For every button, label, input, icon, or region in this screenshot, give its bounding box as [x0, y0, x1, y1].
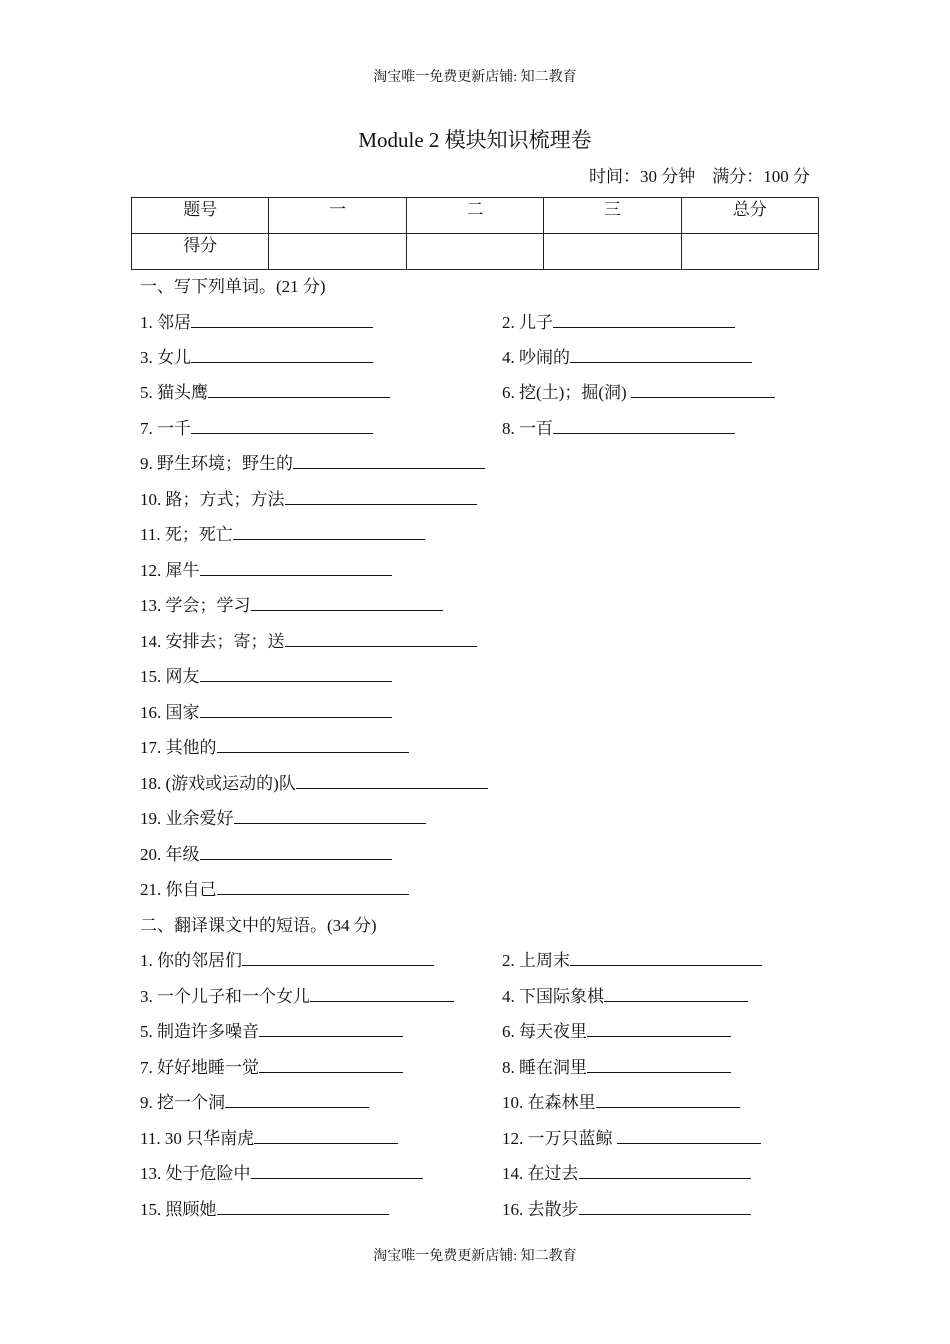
answer-blank[interactable] [200, 844, 392, 860]
exam-full-score: 满分：100 分 [712, 167, 810, 186]
section-2-heading: 二、翻译课文中的短语。(34 分) [140, 916, 377, 935]
question-item: 5. 制造许多噪音 [140, 1017, 403, 1042]
question-item: 14. 在过去 [502, 1159, 751, 1184]
question-item: 4. 吵闹的 [502, 343, 752, 368]
question-item: 2. 儿子 [502, 308, 735, 333]
score-cell: 得分 [132, 234, 269, 270]
answer-blank[interactable] [579, 1163, 751, 1179]
question-item: 5. 猫头鹰 [140, 378, 390, 403]
question-item: 1. 你的邻居们 [140, 946, 434, 971]
answer-blank[interactable] [631, 382, 775, 398]
score-cell: 题号 [132, 198, 269, 234]
answer-blank[interactable] [234, 808, 426, 824]
question-item: 10. 路；方式；方法 [140, 485, 477, 510]
answer-blank[interactable] [587, 1021, 731, 1037]
answer-blank[interactable] [596, 1092, 740, 1108]
page-footer: 淘宝唯一免费更新店铺: 知二教育 [373, 1249, 577, 1264]
question-item: 9. 野生环境；野生的 [140, 449, 485, 474]
score-table [131, 197, 819, 270]
answer-blank[interactable] [553, 418, 735, 434]
question-item: 6. 每天夜里 [502, 1017, 731, 1042]
answer-blank[interactable] [200, 560, 392, 576]
answer-blank[interactable] [553, 312, 735, 328]
answer-blank[interactable] [259, 1057, 403, 1073]
answer-blank[interactable] [293, 453, 485, 469]
score-input-cell[interactable] [406, 234, 543, 270]
question-item: 19. 业余爱好 [140, 804, 426, 829]
score-cell: 三 [544, 198, 681, 234]
question-item: 14. 安排去；寄；送 [140, 627, 477, 652]
answer-blank[interactable] [570, 950, 762, 966]
score-input-cell[interactable] [544, 234, 681, 270]
answer-blank[interactable] [251, 595, 443, 611]
answer-blank[interactable] [225, 1092, 369, 1108]
answer-blank[interactable] [259, 1021, 403, 1037]
question-item: 13. 学会；学习 [140, 591, 443, 616]
question-item: 15. 照顾她 [140, 1195, 389, 1220]
answer-blank[interactable] [242, 950, 434, 966]
question-item: 7. 一千 [140, 414, 373, 439]
exam-meta [589, 162, 810, 187]
question-item: 20. 年级 [140, 840, 392, 865]
answer-blank[interactable] [570, 347, 752, 363]
answer-blank[interactable] [191, 312, 373, 328]
question-item: 13. 处于危险中 [140, 1159, 423, 1184]
score-input-cell[interactable] [681, 234, 818, 270]
question-item: 16. 国家 [140, 698, 392, 723]
score-cell: 总分 [681, 198, 818, 234]
answer-blank[interactable] [200, 702, 392, 718]
answer-blank[interactable] [617, 1128, 761, 1144]
answer-blank[interactable] [296, 773, 488, 789]
question-item: 9. 挖一个洞 [140, 1088, 369, 1113]
answer-blank[interactable] [251, 1163, 423, 1179]
score-cell: 二 [406, 198, 543, 234]
question-item: 3. 一个儿子和一个女儿 [140, 982, 454, 1007]
question-item: 11. 死；死亡 [140, 520, 425, 545]
answer-blank[interactable] [200, 666, 392, 682]
question-item: 12. 一万只蓝鲸 [502, 1124, 761, 1149]
answer-blank[interactable] [233, 524, 425, 540]
question-item: 12. 犀牛 [140, 556, 392, 581]
answer-blank[interactable] [208, 382, 390, 398]
answer-blank[interactable] [604, 986, 748, 1002]
score-cell: 一 [269, 198, 406, 234]
question-item: 7. 好好地睡一觉 [140, 1053, 403, 1078]
answer-blank[interactable] [285, 631, 477, 647]
question-item: 11. 30 只华南虎 [140, 1124, 398, 1149]
question-item: 8. 一百 [502, 414, 735, 439]
answer-blank[interactable] [191, 347, 373, 363]
answer-blank[interactable] [587, 1057, 731, 1073]
question-item: 6. 挖(土)；掘(洞) [502, 378, 775, 403]
question-item: 1. 邻居 [140, 308, 373, 333]
answer-blank[interactable] [217, 737, 409, 753]
question-item: 16. 去散步 [502, 1195, 751, 1220]
answer-blank[interactable] [191, 418, 373, 434]
score-table-header-row [132, 198, 819, 234]
score-input-cell[interactable] [269, 234, 406, 270]
question-item: 3. 女儿 [140, 343, 373, 368]
question-item: 10. 在森林里 [502, 1088, 740, 1113]
question-item: 21. 你自己 [140, 875, 409, 900]
answer-blank[interactable] [310, 986, 454, 1002]
exam-time: 时间：30 分钟 [589, 167, 696, 186]
page-header: 淘宝唯一免费更新店铺: 知二教育 [373, 70, 577, 85]
answer-blank[interactable] [285, 489, 477, 505]
section-1-heading: 一、写下列单词。(21 分) [140, 277, 326, 296]
score-table-score-row [132, 234, 819, 270]
answer-blank[interactable] [217, 879, 409, 895]
question-item: 18. (游戏或运动的)队 [140, 769, 488, 794]
answer-blank[interactable] [579, 1199, 751, 1215]
question-item: 17. 其他的 [140, 733, 409, 758]
question-item: 15. 网友 [140, 662, 392, 687]
answer-blank[interactable] [217, 1199, 389, 1215]
page-title: Module 2 模块知识梳理卷 [358, 128, 592, 152]
answer-blank[interactable] [254, 1128, 398, 1144]
question-item: 8. 睡在洞里 [502, 1053, 731, 1078]
question-item: 4. 下国际象棋 [502, 982, 748, 1007]
question-item: 2. 上周末 [502, 946, 762, 971]
